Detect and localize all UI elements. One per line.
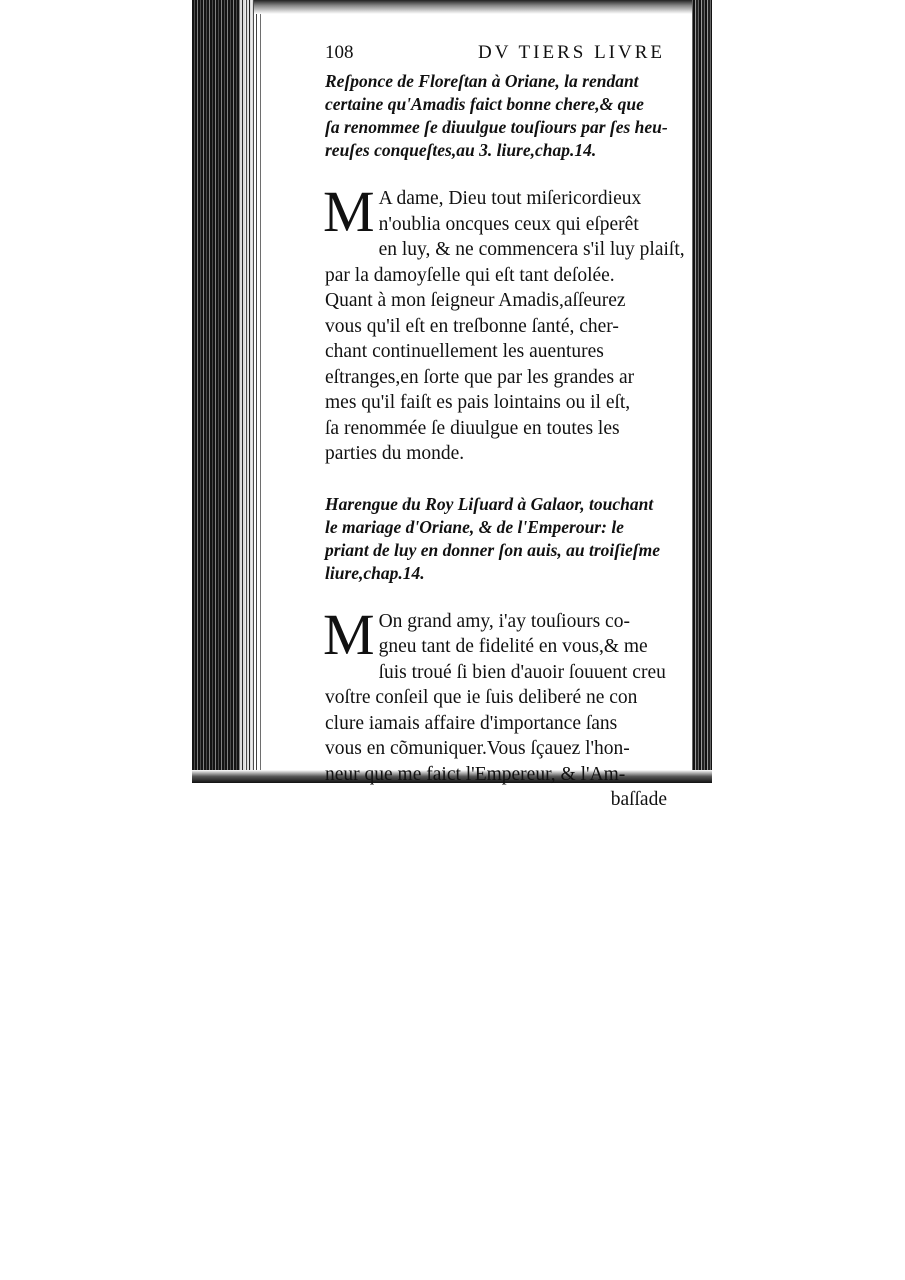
catchword: baſſade bbox=[610, 789, 667, 810]
rubric-1 bbox=[325, 70, 685, 162]
text-line: ſuis troué ſi bien d'auoir ſouuent creu bbox=[378, 661, 666, 683]
text-line: neur que me faict l'Empereur, & l'Am- bbox=[325, 763, 626, 785]
rubric-line: le mariage d'Oriane, & de l'Emperour: le bbox=[325, 516, 624, 537]
page-number: 108 bbox=[325, 42, 354, 63]
rubric-line: reuſes conqueſtes,au 3. liure,chap.14. bbox=[325, 140, 597, 160]
rubric-line: ſa renommee ſe diuulgue touſiours par ſes heu- bbox=[325, 117, 668, 137]
text-line: chant continuellement les auentures bbox=[325, 341, 604, 362]
rubric-line: Harengue du Roy Liſuard à Galaor, touchant bbox=[325, 493, 654, 514]
text-line: A dame, Dieu tout miſericordieux bbox=[378, 188, 642, 209]
rubric-2 bbox=[325, 493, 685, 585]
page-content bbox=[325, 42, 685, 813]
drop-cap-initial: M bbox=[323, 601, 375, 667]
text-line: clure iamais affaire d'importance ſans bbox=[325, 712, 618, 734]
paragraph-1 bbox=[323, 179, 685, 467]
text-line: vous en cõmuniquer.Vous ſçauez l'hon- bbox=[325, 738, 630, 759]
rubric-line: certaine qu'Amadis faict bonne chere,& que bbox=[325, 94, 644, 114]
text-line: mes qu'il faiſt es pais lointains ou il eſt, bbox=[325, 392, 631, 413]
rubric-line: priant de luy en donner ſon auis, au troiſieſme bbox=[325, 539, 660, 560]
top-edge-shadow bbox=[254, 0, 692, 14]
right-page-edges bbox=[692, 0, 712, 783]
drop-cap-initial: M bbox=[323, 179, 375, 244]
text-line: par la damoyſelle qui eſt tant deſolée. bbox=[325, 264, 615, 286]
text-line: Quant à mon ſeigneur Amadis,aſſeurez bbox=[325, 290, 626, 311]
text-line: On grand amy, i'ay touſiours co- bbox=[378, 610, 630, 632]
running-head bbox=[325, 42, 685, 70]
scanned-page bbox=[192, 0, 712, 810]
paragraph-2 bbox=[323, 601, 685, 813]
text-line: voſtre conſeil que ie ſuis deliberé ne con bbox=[325, 687, 638, 708]
text-line: vous qu'il eſt en treſbonne ſanté, cher- bbox=[325, 315, 619, 337]
rubric-line: Reſponce de Floreſtan à Oriane, la rendant bbox=[325, 71, 639, 91]
running-title: DV TIERS LIVRE bbox=[478, 42, 665, 63]
text-line: parties du monde. bbox=[325, 443, 465, 464]
rubric-line: liure,chap.14. bbox=[325, 562, 425, 583]
page-gutter-edge bbox=[240, 0, 262, 783]
text-line: gneu tant de fidelité en vous,& me bbox=[378, 636, 648, 657]
text-line: eſtranges,en ſorte que par les grandes ar bbox=[325, 366, 635, 388]
text-line: n'oublia oncques ceux qui eſperêt bbox=[378, 213, 639, 235]
text-line: ſa renommée ſe diuulgue en toutes les bbox=[325, 417, 620, 439]
text-line: en luy, & ne commencera s'il luy plaiſt, bbox=[378, 239, 685, 260]
